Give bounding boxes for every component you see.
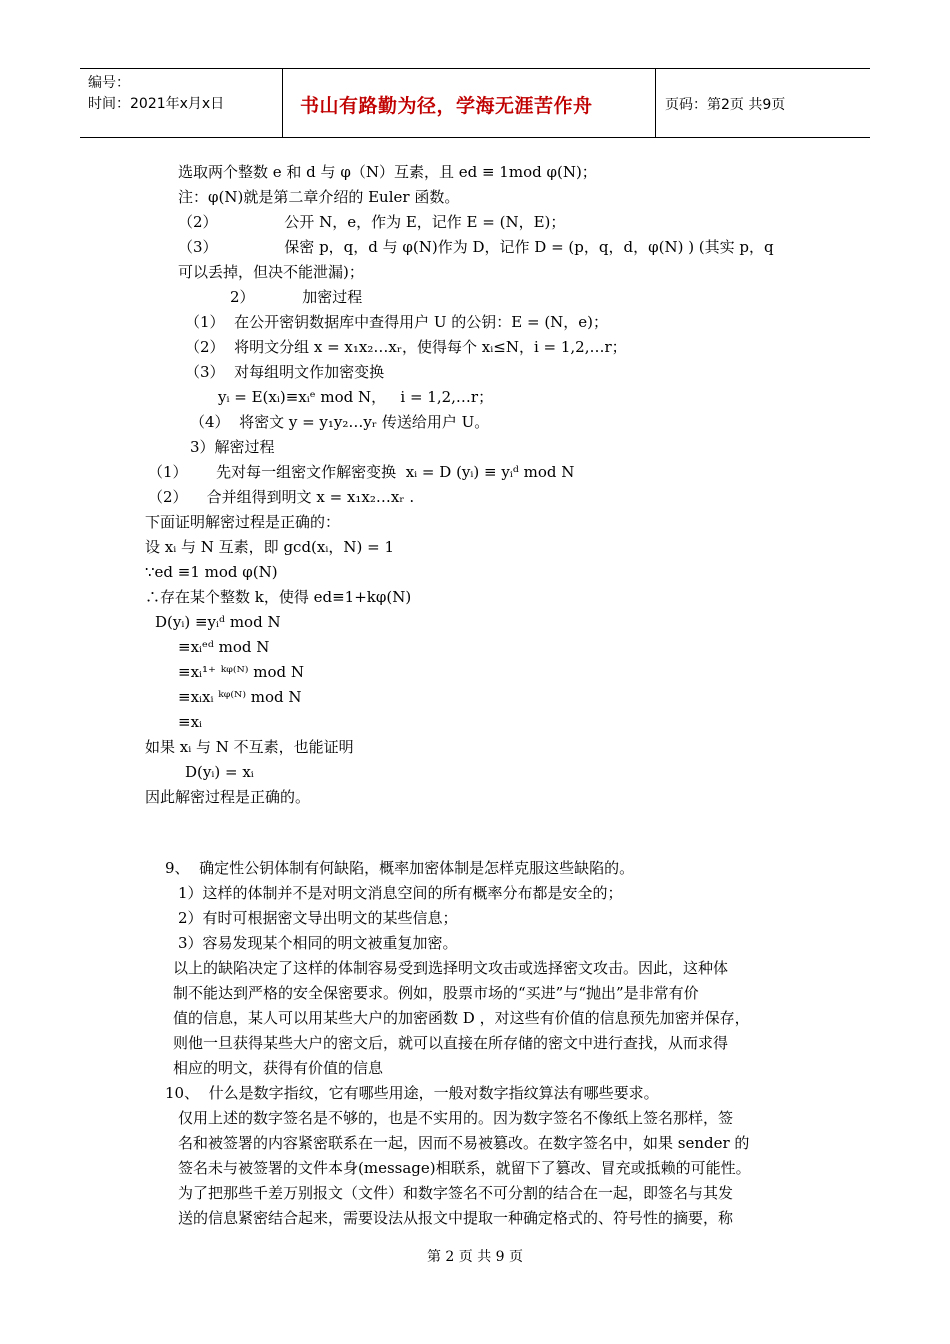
formula-line: D(yᵢ) ≡yᵢᵈ mod N [155,613,281,631]
formula-line: ≡xᵢᵉᵈ mod N [178,638,270,656]
text-line: （2） 合并组得到明文 x = x₁x₂…xᵣ . [148,488,415,506]
header-motto: 书山有路勤为径，学海无涯苦作舟 [300,95,593,117]
question-heading: 9、 确定性公钥体制有何缺陷，概率加密体制是怎样克服这些缺陷的。 [165,859,635,877]
text-line: （2） 将明文分组 x = x₁x₂…xᵣ，使得每个 xᵢ≤N，i = 1,2,…r； [185,338,627,356]
paragraph-line: 仅用上述的数字签名是不够的，也是不实用的。因为数字签名不像纸上签名那样，签 [178,1109,734,1127]
header-divider [655,69,656,137]
section-heading: 2） 加密过程 [230,288,363,306]
paragraph-line: 则他一旦获得某些大户的密文后，就可以直接在所存储的密文中进行查找，从而求得 [173,1034,729,1052]
formula-line: yᵢ = E(xᵢ)≡xᵢᵉ mod N， i = 1,2,…r； [218,388,494,406]
text-line: ∴存在某个整数 k，使得 ed≡1+kφ(N) [145,588,412,606]
page-footer: 第 2 页 共 9 页 [426,1249,524,1265]
paragraph-line: 签名未与被签署的文件本身(message)相联系，就留下了篡改、冒充或抵赖的可能性。 [178,1159,751,1177]
list-item: 2）有时可根据密文导出明文的某些信息； [178,909,458,927]
section-heading: 3）解密过程 [190,438,275,456]
text-line: （1） 在公开密钥数据库中查得用户 U 的公钥：E = (N，e)； [185,313,609,331]
text-line: 因此解密过程是正确的。 [145,788,311,806]
text-line: （1） 先对每一组密文作解密变换 xᵢ = D (yᵢ) ≡ yᵢᵈ mod N [148,463,575,481]
page-header [80,68,870,138]
text-line: （4） 将密文 y = y₁y₂…yᵣ 传送给用户 U。 [190,413,490,431]
text-line: （3） 对每组明文作加密变换 [185,363,385,381]
text-line: ∵ed ≡1 mod φ(N) [145,563,278,581]
text-line: （3） 保密 p，q，d 与 φ(N)作为 D，记作 D = (p，q，d，φ(N) ) (其实 p，q [178,238,774,256]
text-line: 可以丢掉，但决不能泄漏)； [178,263,364,281]
formula-line: D(yᵢ) = xᵢ [185,763,254,781]
header-meta [88,73,224,115]
paragraph-line: 名和被签署的内容紧密联系在一起，因而不易被篡改。在数字签名中，如果 sender 的 [178,1134,750,1152]
text-line: （2） 公开 N，e，作为 E，记作 E = (N，E)； [178,213,566,231]
doc-date-label: 时间：2021年x月x日 [88,96,225,112]
formula-line: ≡xᵢ [178,713,203,731]
header-page-info: 页码：第2页 共9页 [665,97,786,113]
formula-line: ≡xᵢ¹⁺ ᵏᵠ⁽ᴺ⁾ mod N [178,663,304,681]
question-heading: 10、 什么是数字指纹，它有哪些用途，一般对数字指纹算法有哪些要求。 [165,1084,659,1102]
formula-line: ≡xᵢxᵢ ᵏᵠ⁽ᴺ⁾ mod N [178,688,302,706]
text-line: 选取两个整数 e 和 d 与 φ（N）互素，且 ed ≡ 1mod φ(N)； [178,163,597,181]
text-line: 设 xᵢ 与 N 互素，即 gcd(xᵢ，N) = 1 [145,538,395,556]
paragraph-line: 相应的明文，获得有价值的信息 [173,1059,384,1077]
paragraph-line: 为了把那些千差万别报文（文件）和数字签名不可分割的结合在一起，即签名与其发 [178,1184,734,1202]
text-line: 下面证明解密过程是正确的： [145,513,341,531]
paragraph-line: 制不能达到严格的安全保密要求。例如，股票市场的“买进”与“抛出”是非常有价 [173,984,699,1002]
paragraph-line: 以上的缺陷决定了这样的体制容易受到选择明文攻击或选择密文攻击。因此，这种体 [173,959,729,977]
text-line: 如果 xᵢ 与 N 不互素，也能证明 [145,738,354,756]
text-line: 注：φ(N)就是第二章介绍的 Euler 函数。 [178,188,460,206]
header-divider [282,69,283,137]
list-item: 1）这样的体制并不是对明文消息空间的所有概率分布都是安全的； [178,884,623,902]
list-item: 3）容易发现某个相同的明文被重复加密。 [178,934,458,952]
doc-number-label: 编号： [88,75,130,91]
paragraph-line: 送的信息紧密结合起来，需要设法从报文中提取一种确定格式的、符号性的摘要，称 [178,1209,734,1227]
paragraph-line: 值的信息，某人可以用某些大户的加密函数 D ，对这些有价值的信息预先加密并保存， [173,1009,750,1027]
